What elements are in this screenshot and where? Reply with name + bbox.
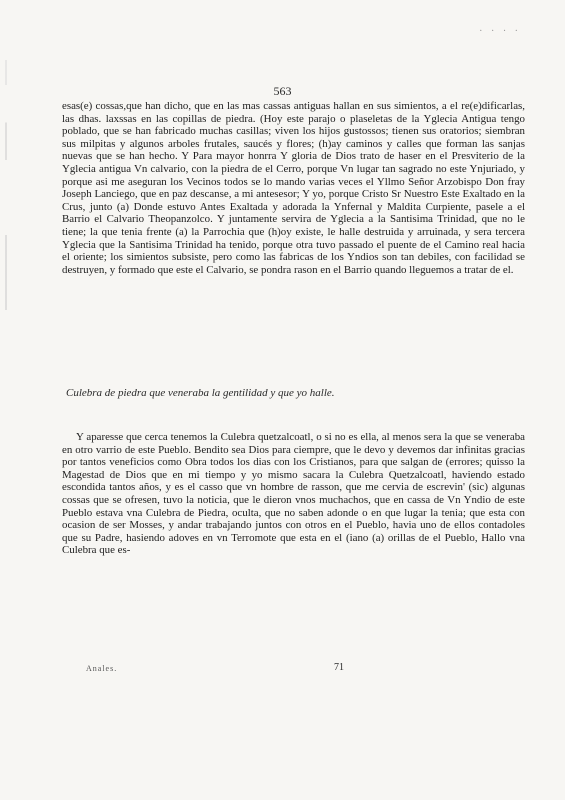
section-heading: Culebra de piedra que veneraba la gentilidad y que yo halle. xyxy=(66,387,335,399)
text-block-bottom xyxy=(62,431,525,557)
footer-signature: Anales. xyxy=(86,664,118,673)
page-number: 563 xyxy=(273,84,292,98)
scan-marks: · · · · xyxy=(479,26,521,37)
footer-page-marker: 71 xyxy=(334,662,344,673)
paragraph: esas(e) cossas,que han dicho, que en las mas cassas antiguas hallan en sus simientos, a el re(e)dificarlas, las dhas. laxssas en las copillas de piedra. (Hoy este parajo o plaseletas de la Yglecia Antigua tengo poblado, que se han fabricado muchas casillas; viven los hijos gustossos; tienen sus oratorios; siembran sus milpitas y algunos arboles frutales, saucés y flores; (h)ay caminos y calles que forman las sanjas nuevas que se han hecho. Y Para mayor honrra Y gloria de Dios trato de haser en el Presviterio de la Yglecia antigua Vn calvario, con la piedra de el Cerro, porque Vn lugar tan sagrado no este Ynjuriado, y porque asi me aseguran los Vecinos todos se lo mando varias veces el Yllmo Señor Arzobispo Don fray Joseph Lanciego, que en paz descanse, a mi antesesor; Y yo, porque Cristo Sr Nuestro Este Exaltado en la Crus, junto (a) Donde estuvo Antes Exaltada y adorada la Ynfernal y Maldita Curpiente, pasele a el Barrio el Calvario Theopanzolco. Y juntamente servira de Yglecia a la Santisima Trinidad, que no le tiene; la que tenia frente (a) la Parrochia que (h)oy existe, le halle destruida y arruinada, y sera tercera Yglecia que la Santisima Trinidad ha tenido, porque otra tuvo passado el puente de el Camino real hacia el oriente; los simientos subsiste, pero como las fabricas de los Yndios son tan debiles, con facilidad se destruyen, y formado que este el Calvario, se pondra rason en el Barrio quando lleguemos a tratar de el. xyxy=(62,100,525,276)
text-block-top xyxy=(62,100,525,276)
paragraph: Y aparesse que cerca tenemos la Culebra quetzalcoatl, o si no es ella, al menos sera la que se veneraba en otro varrio de este Pueblo. Bendito sea Dios para ciempre, que le devo y devemos dar infinitas gracias por tantos veneficios como Obra todos los dias con los Cristianos, para que salgan de (errores; quisso la Magestad de Dios que en mi tiempo y yo mismo sacara la Culebra Quetzalcoatl, haviendo estado escondida tantos años, y es el casso que vn hombre de rasson, que me cervia de escrevin' (sic) algunas cossas que se ofresen, tuvo la noticia, que le dieron vnos muchachos, que en cassa de Vn Yndio de este Pueblo estava vna Culebra de Piedra, oculta, que no saben adonde o en que lugar la tenia; que esta con ocasion de ser Mosses, y andar trabajando juntos con otros en el Pueblo, havia uno de ellos contadoles que su Padre, hasiendo adoves en vn Terromote que esta en el (iano (a) orillas de el Pueblo, Hallo vna Culebra que es- xyxy=(62,431,525,557)
